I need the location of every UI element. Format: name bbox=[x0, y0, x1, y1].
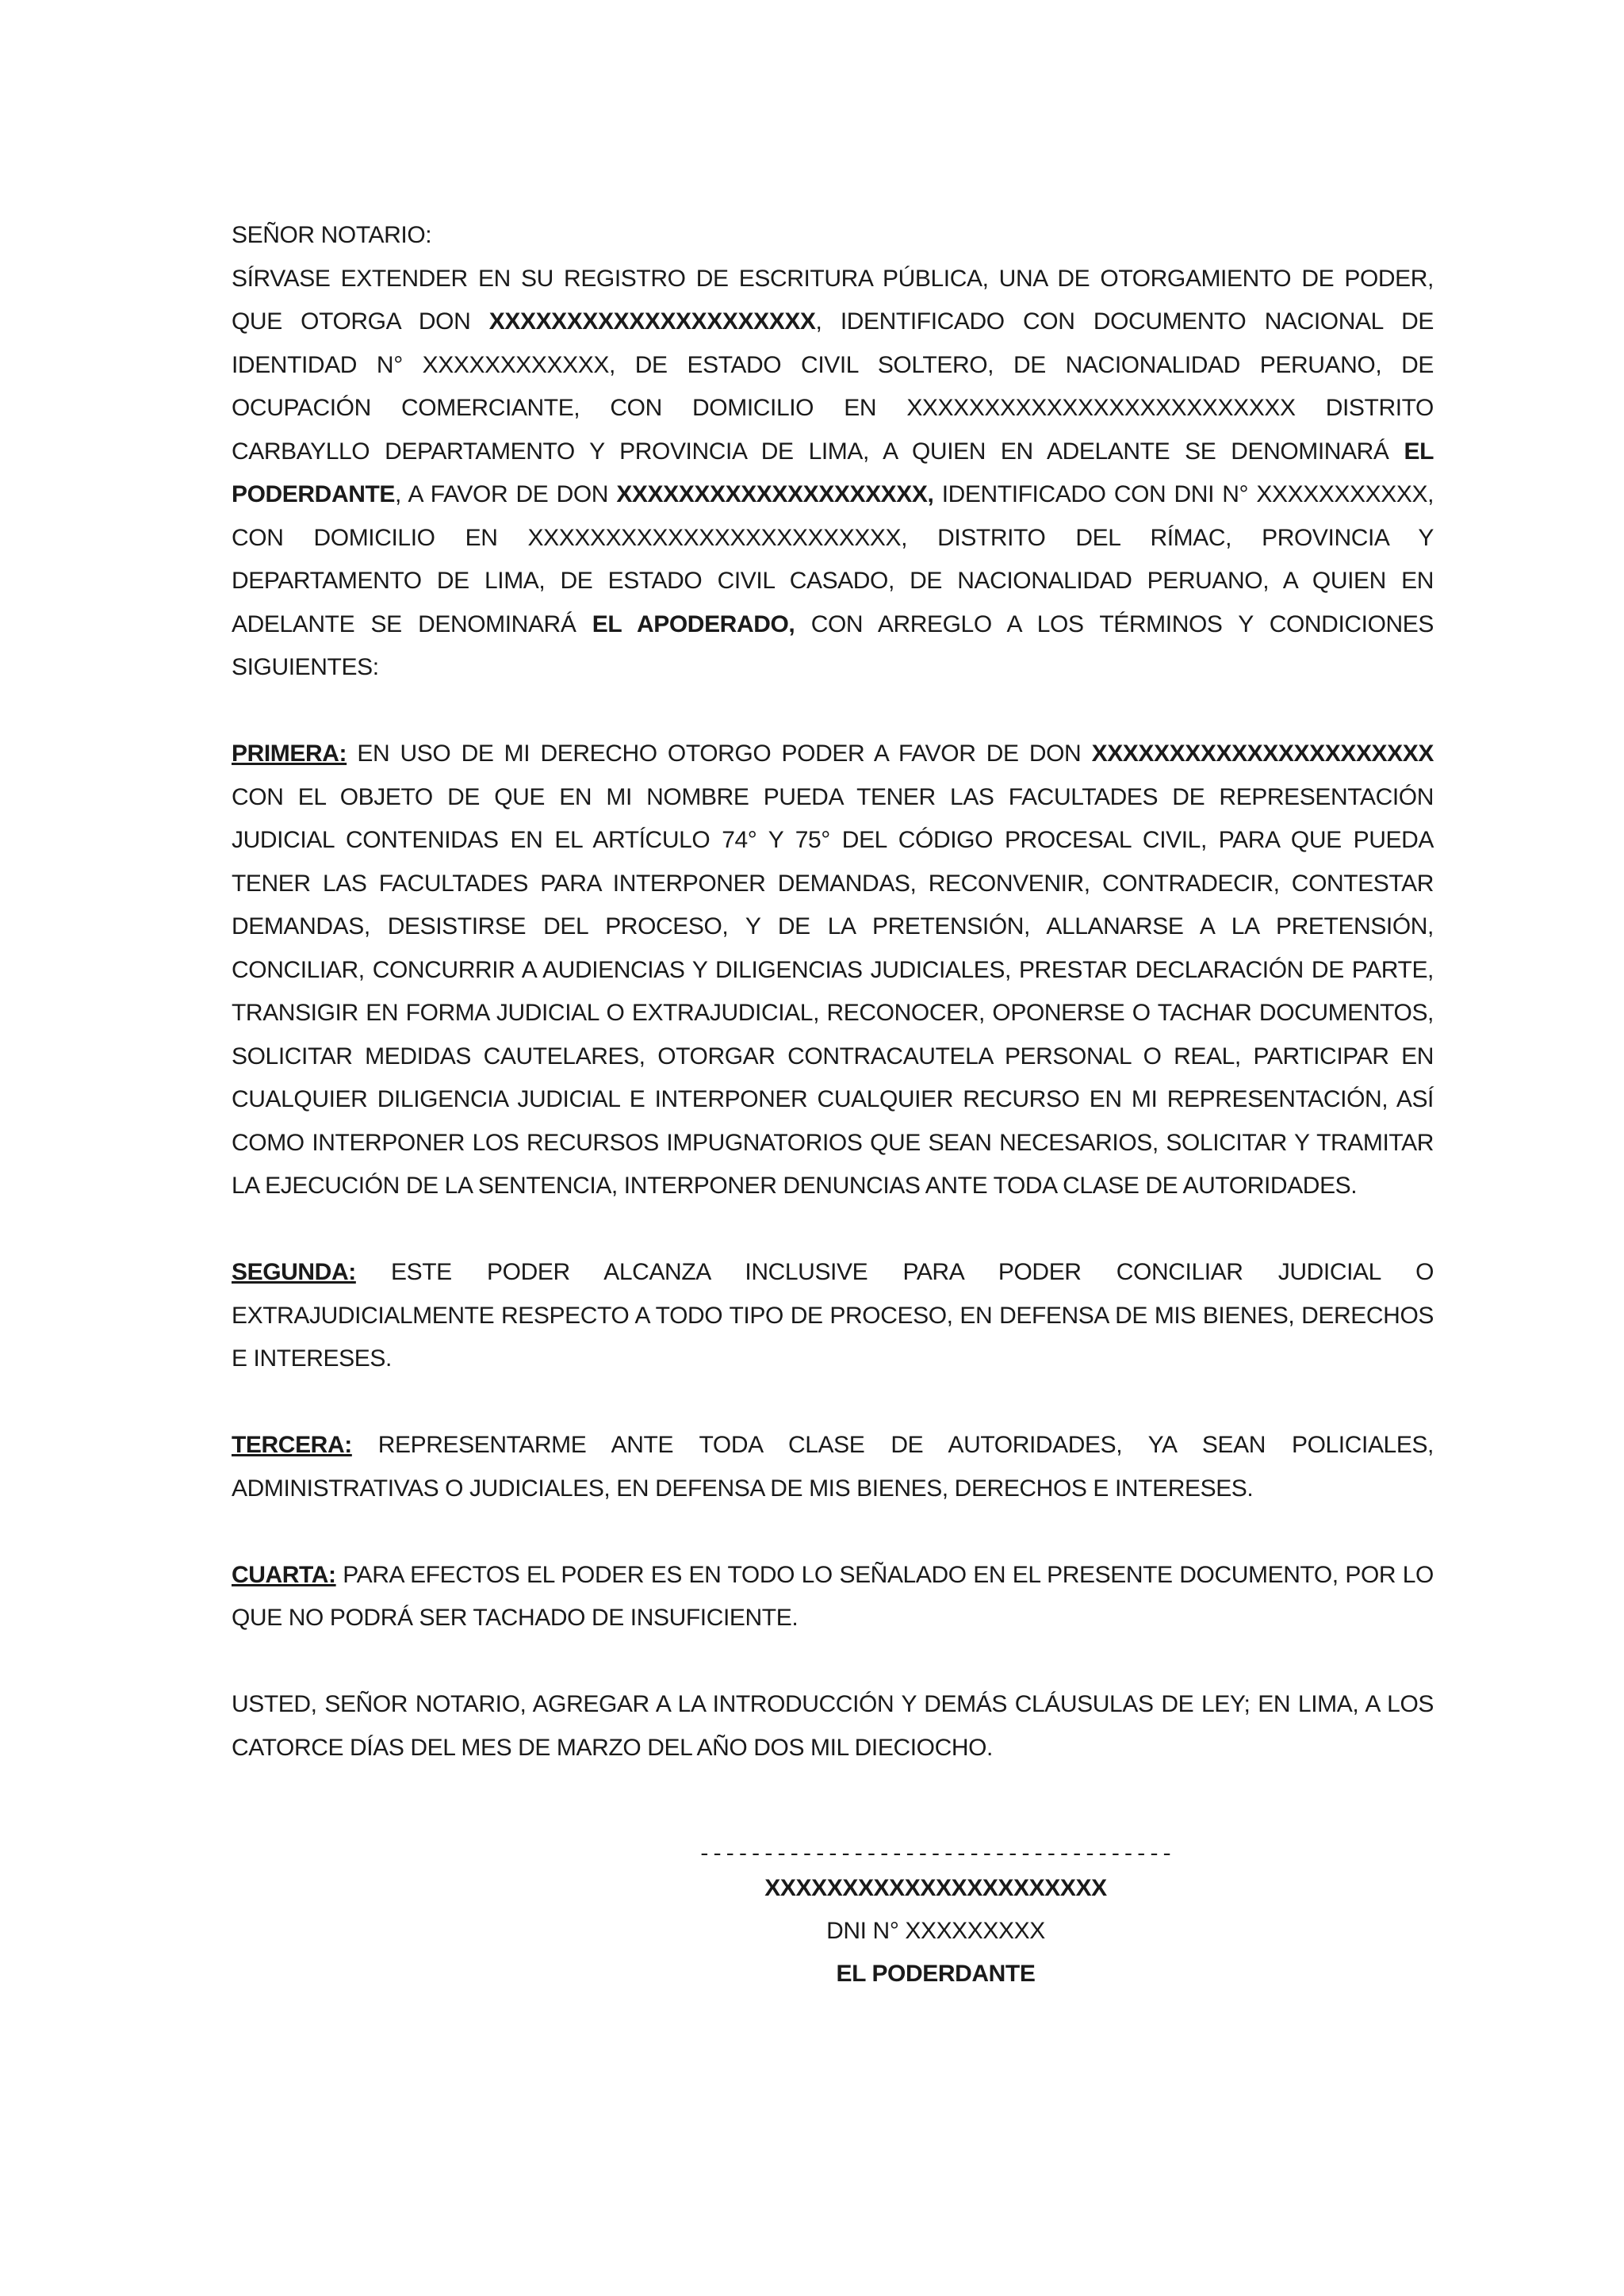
clause-primera bbox=[232, 733, 1434, 1208]
salutation: SEÑOR NOTARIO: bbox=[232, 222, 432, 248]
grantor-name: XXXXXXXXXXXXXXXXXXXXX bbox=[488, 308, 816, 335]
clause-segunda bbox=[232, 1251, 1434, 1381]
clause-cuarta-text: PARA EFECTOS EL PODER ES EN TODO LO SEÑALADO EN EL PRESENTE DOCUMENTO, POR LO QUE NO PODRÁ SER TACHADO DE INSUFICIENTE. bbox=[232, 1561, 1434, 1631]
clause-tercera-label: TERCERA: bbox=[232, 1432, 352, 1458]
intro-text-3: , A FAVOR DE DON bbox=[395, 481, 617, 507]
spacer bbox=[232, 1640, 1434, 1684]
signature-line: ------------------------------------- bbox=[698, 1843, 1174, 1867]
clause-cuarta-label: CUARTA: bbox=[232, 1561, 336, 1588]
intro-text-4: IDENTIFICADO CON DNI N° XXXXXXXXXXX, CON DOMICILIO EN XXXXXXXXXXXXXXXXXXXXXXXX, DISTRITO DEL RÍMAC, PROVINCIA Y DEPARTAMENTO DE LIMA, DE ESTADO CIVIL CASADO, DE NACIONALIDAD PERUANO, A QUIEN EN ADELANTE SE DENOMINARÁ bbox=[232, 481, 1434, 637]
signer-name: XXXXXXXXXXXXXXXXXXXXXX bbox=[764, 1875, 1107, 1901]
signer-role: EL PODERDANTE bbox=[836, 1961, 1036, 1987]
clause-primera-text-2: CON EL OBJETO DE QUE EN MI NOMBRE PUEDA TENER LAS FACULTADES DE REPRESENTACIÓN JUDICIAL CONTENIDAS EN EL ARTÍCULO 74° Y 75° DEL CÓDIGO PROCESAL CIVIL, PARA QUE PUEDA TENER LAS FACULTADES PARA INTERPONER DEMANDAS, RECONVENIR, CONTRADECIR, CONTESTAR DEMANDAS, DESISTIRSE DEL PROCESO, Y DE LA PRETENSIÓN, ALLANARSE A LA PRETENSIÓN, CONCILIAR, CONCURRIR A AUDIENCIAS Y DILIGENCIAS JUDICIALES, PRESTAR DECLARACIÓN DE PARTE, TRANSIGIR EN FORMA JUDICIAL O EXTRAJUDICIAL, RECONOCER, OPONERSE O TACHAR DOCUMENTOS, SOLICITAR MEDIDAS CAUTELARES, OTORGAR CONTRACAUTELA PERSONAL O REAL, PARTICIPAR EN CUALQUIER DILIGENCIA JUDICIAL E INTERPONER CUALQUIER RECURSO EN MI REPRESENTACIÓN, ASÍ COMO INTERPONER LOS RECURSOS IMPUGNATORIOS QUE SEAN NECESARIOS, SOLICITAR Y TRAMITAR LA EJECUCIÓN DE LA SENTENCIA, INTERPONER DENUNCIAS ANTE TODA CLASE DE AUTORIDADES. bbox=[232, 783, 1434, 1199]
closing-paragraph: USTED, SEÑOR NOTARIO, AGREGAR A LA INTRODUCCIÓN Y DEMÁS CLÁUSULAS DE LEY; EN LIMA, A LOS CATORCE DÍAS DEL MES DE MARZO DEL AÑO DOS MIL DIECIOCHO. bbox=[232, 1691, 1434, 1761]
grantor-role: EL PODERDANTE bbox=[232, 438, 1434, 507]
clause-segunda-text: ESTE PODER ALCANZA INCLUSIVE PARA PODER CONCILIAR JUDICIAL O EXTRAJUDICIALMENTE RESPECTO A TODO TIPO DE PROCESO, EN DEFENSA DE MIS BIENES, DERECHOS E INTERESES. bbox=[232, 1259, 1434, 1372]
intro-text-2: , IDENTIFICADO CON DOCUMENTO NACIONAL DE IDENTIDAD N° XXXXXXXXXXXX, DE ESTADO CIVIL SOLTERO, DE NACIONALIDAD PERUANO, DE OCUPACIÓN COMERCIANTE, CON DOMICILIO EN XXXXXXXXXXXXXXXXXXXXXXXXX DISTRITO CARBAYLLO DEPARTAMENTO Y PROVINCIA DE LIMA, A QUIEN EN ADELANTE SE DENOMINARÁ bbox=[232, 308, 1434, 465]
attorney-role: EL APODERADO, bbox=[592, 610, 795, 637]
clause-primera-name: XXXXXXXXXXXXXXXXXXXXXX bbox=[1091, 740, 1434, 767]
clause-primera-label: PRIMERA: bbox=[232, 740, 347, 767]
intro-text-1: SÍRVASE EXTENDER EN SU REGISTRO DE ESCRITURA PÚBLICA, UNA DE OTORGAMIENTO DE PODER, QUE OTORGA DON bbox=[232, 265, 1434, 335]
intro-text-5: CON ARREGLO A LOS TÉRMINOS Y CONDICIONES SIGUIENTES: bbox=[232, 610, 1434, 680]
document-body bbox=[232, 214, 1434, 1770]
clause-primera-text-1: EN USO DE MI DERECHO OTORGO PODER A FAVOR DE DON bbox=[347, 740, 1092, 767]
signer-dni: DNI N° XXXXXXXXX bbox=[826, 1918, 1045, 1944]
attorney-name: XXXXXXXXXXXXXXXXXXXX, bbox=[616, 481, 934, 507]
signature-block bbox=[690, 1843, 1182, 1996]
clause-segunda-label: SEGUNDA: bbox=[232, 1259, 356, 1285]
intro-paragraph bbox=[232, 258, 1434, 690]
clause-tercera-text: REPRESENTARME ANTE TODA CLASE DE AUTORIDADES, YA SEAN POLICIALES, ADMINISTRATIVAS O JUDICIALES, EN DEFENSA DE MIS BIENES, DERECHOS E INTERESES. bbox=[232, 1432, 1434, 1502]
spacer bbox=[232, 1381, 1434, 1425]
clause-cuarta bbox=[232, 1554, 1434, 1640]
spacer bbox=[232, 690, 1434, 733]
spacer bbox=[232, 1208, 1434, 1252]
clause-tercera bbox=[232, 1424, 1434, 1510]
spacer bbox=[232, 1510, 1434, 1554]
